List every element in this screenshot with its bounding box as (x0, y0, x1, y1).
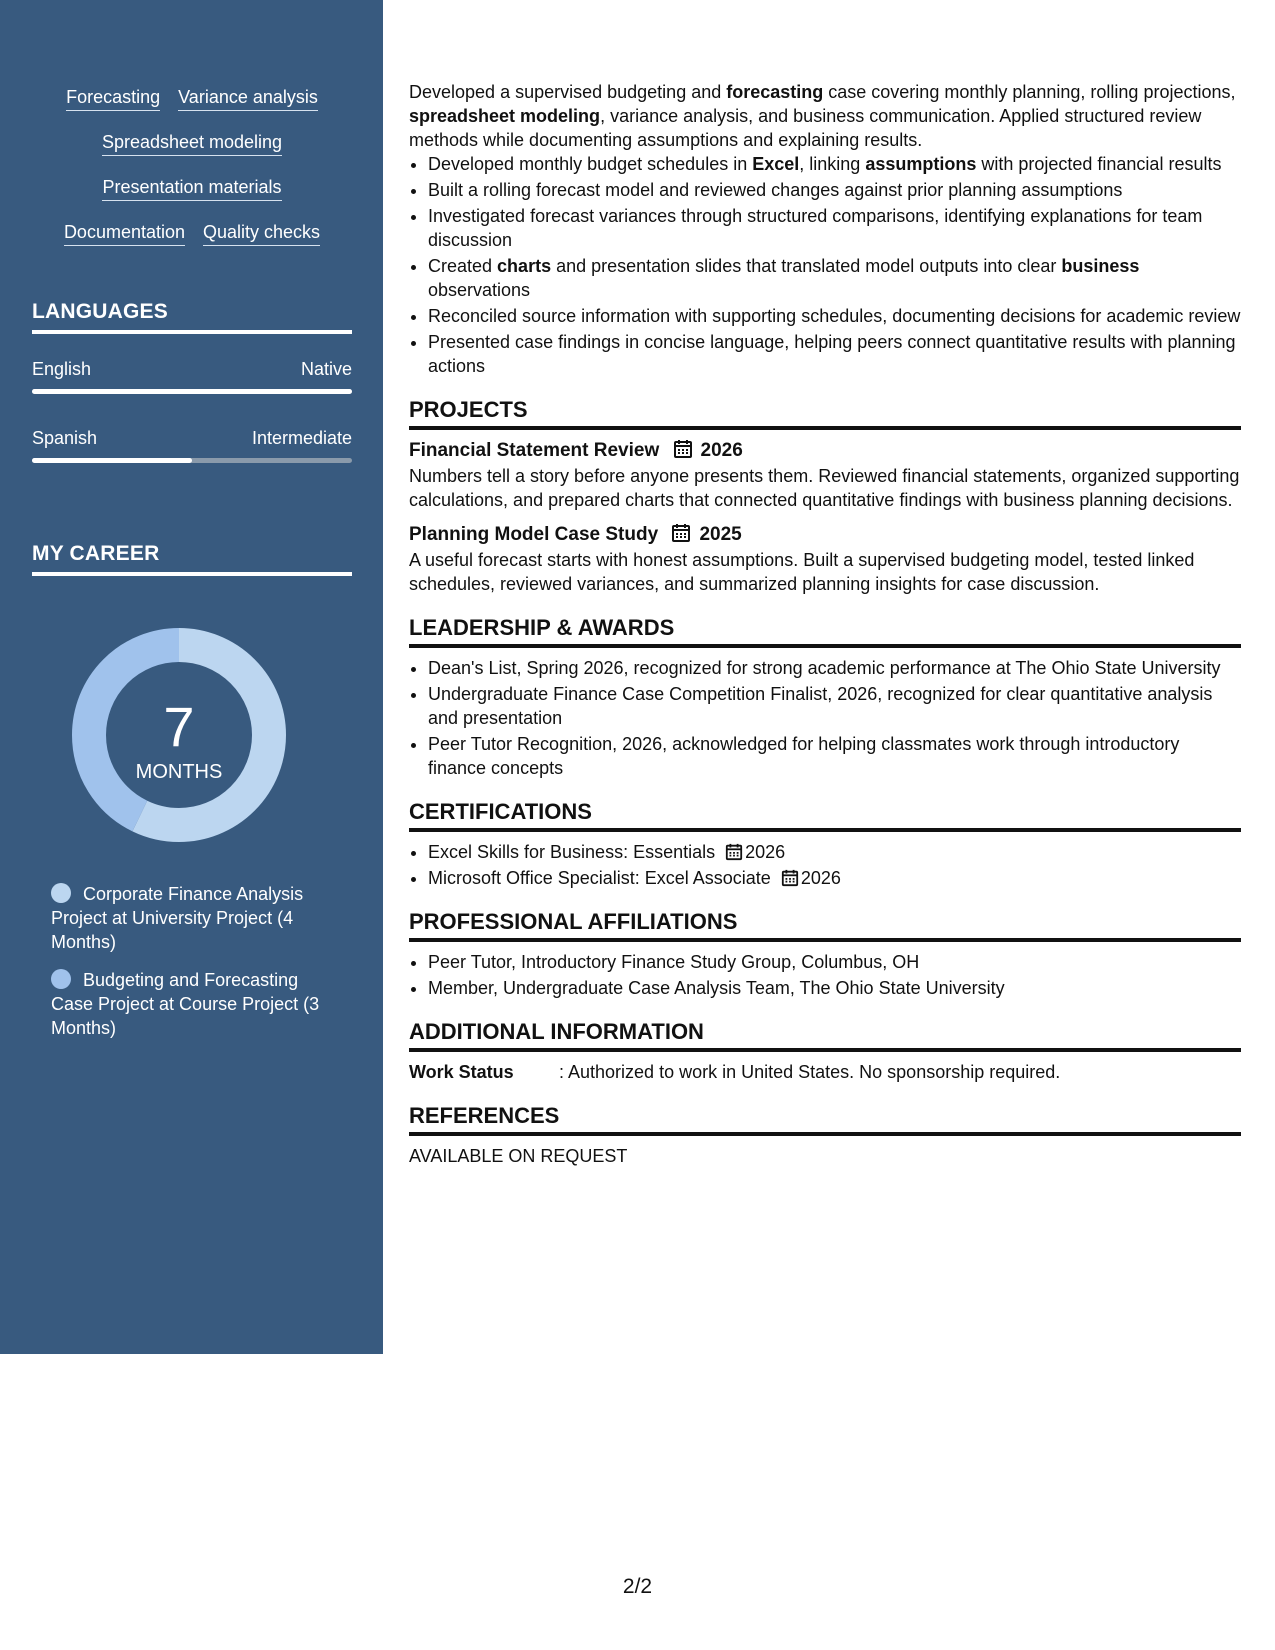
skill-tag: Variance analysis (178, 86, 318, 111)
list-item (428, 866, 1241, 890)
project-year: 2025 (699, 524, 742, 545)
sidebar (0, 0, 383, 1354)
career-donut-chart (66, 622, 292, 848)
project (409, 522, 1241, 596)
certifications-heading: CERTIFICATIONS (409, 798, 1241, 832)
list-item (428, 840, 1241, 864)
skill-tag: Quality checks (203, 221, 320, 246)
career-item (51, 968, 321, 1040)
languages-heading: LANGUAGES (32, 300, 352, 334)
skill-tag: Documentation (64, 221, 185, 246)
certification-name: Excel Skills for Business: Essentials (428, 842, 716, 862)
list-item: • Investigated forecast variances through structured comparisons, identifying explanations for team discussion (428, 204, 1241, 252)
language-name: English (32, 359, 92, 379)
references-heading: REFERENCES (409, 1102, 1241, 1136)
language-bar-fill (32, 458, 192, 463)
calendar-icon (781, 869, 799, 887)
career-heading: MY CAREER (32, 542, 352, 576)
affiliations-list (409, 950, 1241, 1000)
career-total-value: 7 (163, 695, 195, 758)
list-item: • Peer Tutor Recognition, 2026, acknowledged for helping classmates work through introductory finance concepts (428, 732, 1241, 780)
summary-bullets (409, 152, 1241, 378)
list-item: • Created charts and presentation slides that translated model outputs into clear business observations (428, 254, 1241, 302)
career-item (51, 882, 321, 954)
language-spanish (32, 427, 352, 463)
project-title: Financial Statement Review (409, 440, 660, 461)
list-item: • Member, Undergraduate Case Analysis Team, The Ohio State University (428, 976, 1241, 1000)
projects-heading: PROJECTS (409, 396, 1241, 430)
list-item: • Dean's List, Spring 2026, recognized for strong academic performance at The Ohio State University (428, 656, 1241, 680)
certification-name: Microsoft Office Specialist: Excel Associate (428, 868, 771, 888)
main-content (409, 80, 1241, 1168)
language-english (32, 358, 352, 394)
skill-tag: Forecasting (66, 86, 160, 111)
career-item-text: Budgeting and Forecasting Case Project at Course Project (3 Months) (51, 970, 320, 1038)
list-item: • Peer Tutor, Introductory Finance Study Group, Columbus, OH (428, 950, 1241, 974)
calendar-icon (671, 523, 691, 543)
page-number: 2/2 (622, 1575, 653, 1598)
language-bar (32, 389, 352, 394)
legend-dot (51, 969, 71, 989)
skills-list (32, 86, 352, 266)
references-text: AVAILABLE ON REQUEST (409, 1146, 628, 1166)
work-status-label: Work Status (409, 1062, 514, 1082)
list-item: • Built a rolling forecast model and reviewed changes against prior planning assumptions (428, 178, 1241, 202)
project-year: 2026 (700, 440, 743, 461)
language-level: Intermediate (251, 428, 352, 448)
legend-dot (51, 883, 71, 903)
list-item: • Reconciled source information with supporting schedules, documenting decisions for academic review (428, 304, 1241, 328)
list-item: • Presented case findings in concise language, helping peers connect quantitative results with planning actions (428, 330, 1241, 378)
leadership-list (409, 656, 1241, 780)
list-item: • Undergraduate Finance Case Competition Finalist, 2026, recognized for clear quantitative analysis and presentation (428, 682, 1241, 730)
additional-info-heading: ADDITIONAL INFORMATION (409, 1018, 1241, 1052)
calendar-icon (673, 439, 693, 459)
summary-paragraph: Developed a supervised budgeting and forecasting case covering monthly planning, rolling projections, spreadsheet modeling, variance analysis, and business communication. Applied structured review methods while documenting assumptions and explaining results. (409, 82, 1236, 150)
skill-tag: Presentation materials (102, 176, 281, 201)
language-name: Spanish (32, 428, 98, 448)
skill-tag: Spreadsheet modeling (102, 131, 282, 156)
project-description: A useful forecast starts with honest assumptions. Built a supervised budgeting model, tested linked schedules, reviewed variances, and summarized planning insights for case discussion. (409, 550, 1195, 594)
certification-year: 2026 (800, 868, 841, 888)
work-status-value: : Authorized to work in United States. No sponsorship required. (559, 1062, 1061, 1082)
career-list (51, 882, 321, 1054)
calendar-icon (725, 843, 743, 861)
certifications-list (409, 840, 1241, 890)
career-item-text: Corporate Finance Analysis Project at University Project (4 Months) (51, 884, 304, 952)
certification-year: 2026 (745, 842, 786, 862)
work-status-row (409, 1060, 1241, 1084)
language-level: Native (300, 359, 352, 379)
language-bar-fill (32, 389, 352, 394)
language-bar (32, 458, 352, 463)
project-title: Planning Model Case Study (409, 524, 659, 545)
list-item: • Developed monthly budget schedules in Excel, linking assumptions with projected financial results (428, 152, 1241, 176)
career-total-unit: MONTHS (135, 761, 223, 783)
affiliations-heading: PROFESSIONAL AFFILIATIONS (409, 908, 1241, 942)
project-description: Numbers tell a story before anyone presents them. Reviewed financial statements, organized supporting calculations, and prepared charts that connected quantitative findings with business planning decisions. (409, 466, 1240, 510)
leadership-heading: LEADERSHIP & AWARDS (409, 614, 1241, 648)
project (409, 438, 1241, 512)
